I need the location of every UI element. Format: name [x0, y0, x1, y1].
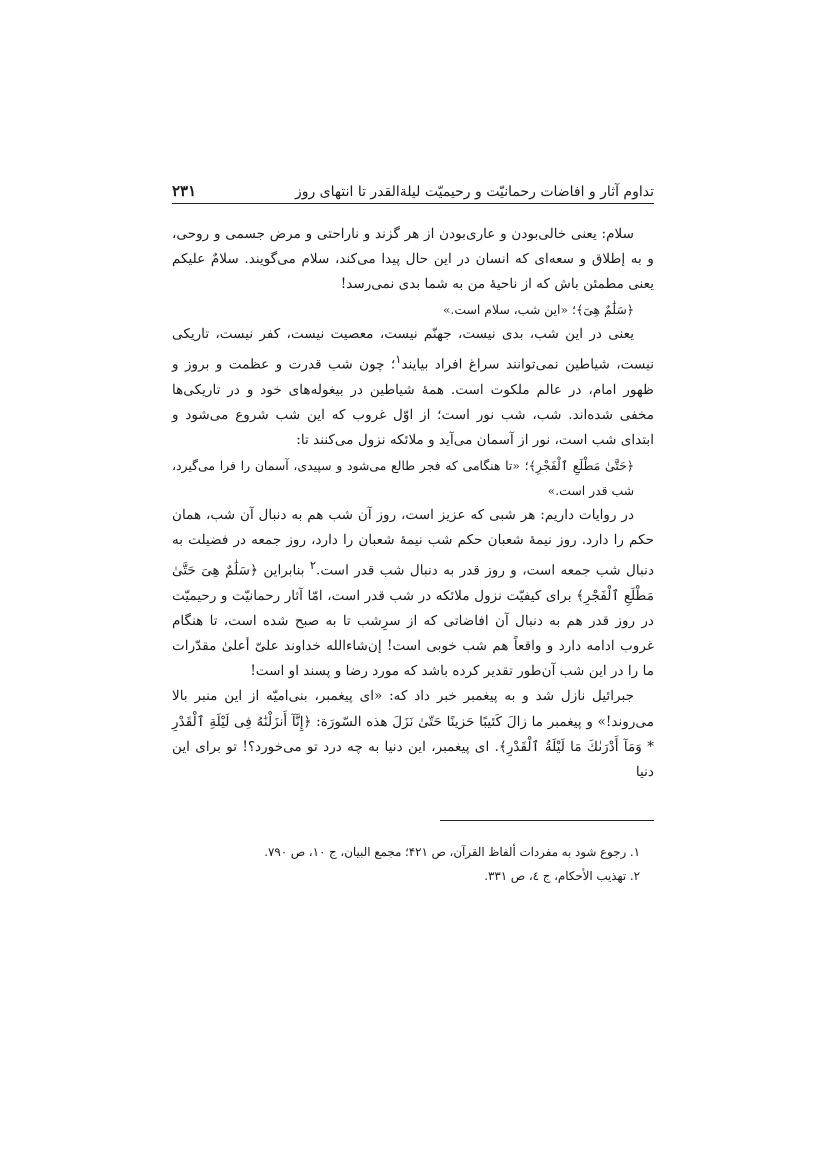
running-title: تداوم آثار و افاضات رحمانیّت و رحیمیّت لیلةالقدر تا انتهای روز	[294, 184, 654, 200]
paragraph-night-text-rest: ؛ چون شب قدرت و عظمت و بروز و ظهور امام، در عالم ملکوت است. همهٔ شیاطین در بیغوله‌های خود و در تاریکی‌ها مخفی شده‌اند. شب، شب نور است؛ از اوّل غروب که این شب شروع می‌شود و ابتدای شب است، نور از آسمان می‌آید و ملائکه نزول می‌کنند تا:	[172, 356, 654, 449]
page-header	[172, 172, 654, 200]
footnote-2: ۲. تهذیب الأحکام، ج ٤، ص ۳۳۱.	[484, 869, 640, 883]
paragraph-narrations-part2: بنابراین ﴿سَلَٰمٌ هِیَ حَتَّیٰ مَطْلَعِ ٱلْفَجْرِ﴾ برای کیفیّت نزول ملائکه در شب قدر است، امّا آثار رحمانیّت و رحیمیّت در روز قدر هم به دنبال آن افاضاتی که از سرِشب تا به صبح شده است، تا هنگام غروب ادامه دارد و واقعاً هم شب خوبی است! إن‌شاءالله خداوند علیّ أعلیٰ مقدّرات ما را در این شب آن‌طور تقدیر کرده باشد که مورد رضا و پسند او است!	[172, 563, 654, 680]
paragraph-salam: سلام: یعنی خالی‌بودن و عاری‌بودن از هر گزند و ناراحتی و مرض جسمی و روحی، و به إطلاق و سعه‌ای که انسان در این حال پیدا می‌کند، سلام می‌گویند. سلامٌ علیکم یعنی مطمئن باش که از ناحیهٔ من به شما بدی نمی‌رسد!	[172, 226, 654, 293]
paragraph-narrations	[172, 503, 654, 684]
quran-quote-fajr: ﴿حَتَّیٰ مَطْلَعِ ٱلْفَجْرِ﴾؛ «تا هنگامی که فجر طالع می‌شود و سپیدی، آسمان را فرا می‌گیرد، شب قدر است.»	[172, 458, 634, 499]
paragraph-night	[172, 322, 654, 453]
paragraph-night-text: یعنی در این شب، بدی نیست، جهنّم نیست، معصیت نیست، کفر نیست، تاریکی نیست، شیاطین نمی‌توانند سراغ افراد بیایند	[172, 326, 655, 373]
footnote-1: ۱. رجوع شود به مفردات ألفاظ القرآن، ص ۴۲۱؛ مجمع البیان، ج ۱۰، ص ۷۹۰.	[264, 845, 640, 859]
footnote-ref-1[interactable]: ۱	[395, 352, 402, 367]
body-text	[172, 222, 654, 785]
footnote-ref-2[interactable]: ۲	[309, 558, 317, 573]
quran-quote-salam: ﴿سَلَٰمٌ هِیَ﴾؛ «این شب، سلام است.»	[442, 302, 634, 318]
page-number: ۲۳۱	[172, 182, 197, 200]
header-rule	[172, 203, 654, 204]
paragraph-narrations-part1: در روایات داریم: هر شبی که عزیز است، روز آن شب هم به دنبال آن شب، همان حکم را دارد. روز نیمهٔ شعبان حکم شب نیمهٔ شعبان را دارد، روز جمعه در فضیلت به دنبال شب جمعه است، و روز قدر به دنبال شب قدر است.	[172, 507, 654, 579]
paragraph-gabriel: جبرائیل نازل شد و به پیغمبر خبر داد که: «ای پیغمبر، بنی‌امیّه از این منبر بالا می‌روند!» و پیغمبر ما زالَ کَئیبًا حَزینًا حَتّیٰ نَزَلَ هذه السّورَة: ﴿إِنَّآ أَنزَلْنَٰهُ فِی لَیْلَةِ ٱلْقَدْرِ * وَمَآ أَدْرَىٰكَ مَا لَیْلَةُ ٱلْقَدْرِ﴾. ای پیغمبر، این دنیا به چه درد تو می‌خورد؟! تو برای این دنیا	[172, 688, 654, 780]
footnote-rule	[440, 820, 654, 821]
footnotes	[172, 840, 654, 888]
